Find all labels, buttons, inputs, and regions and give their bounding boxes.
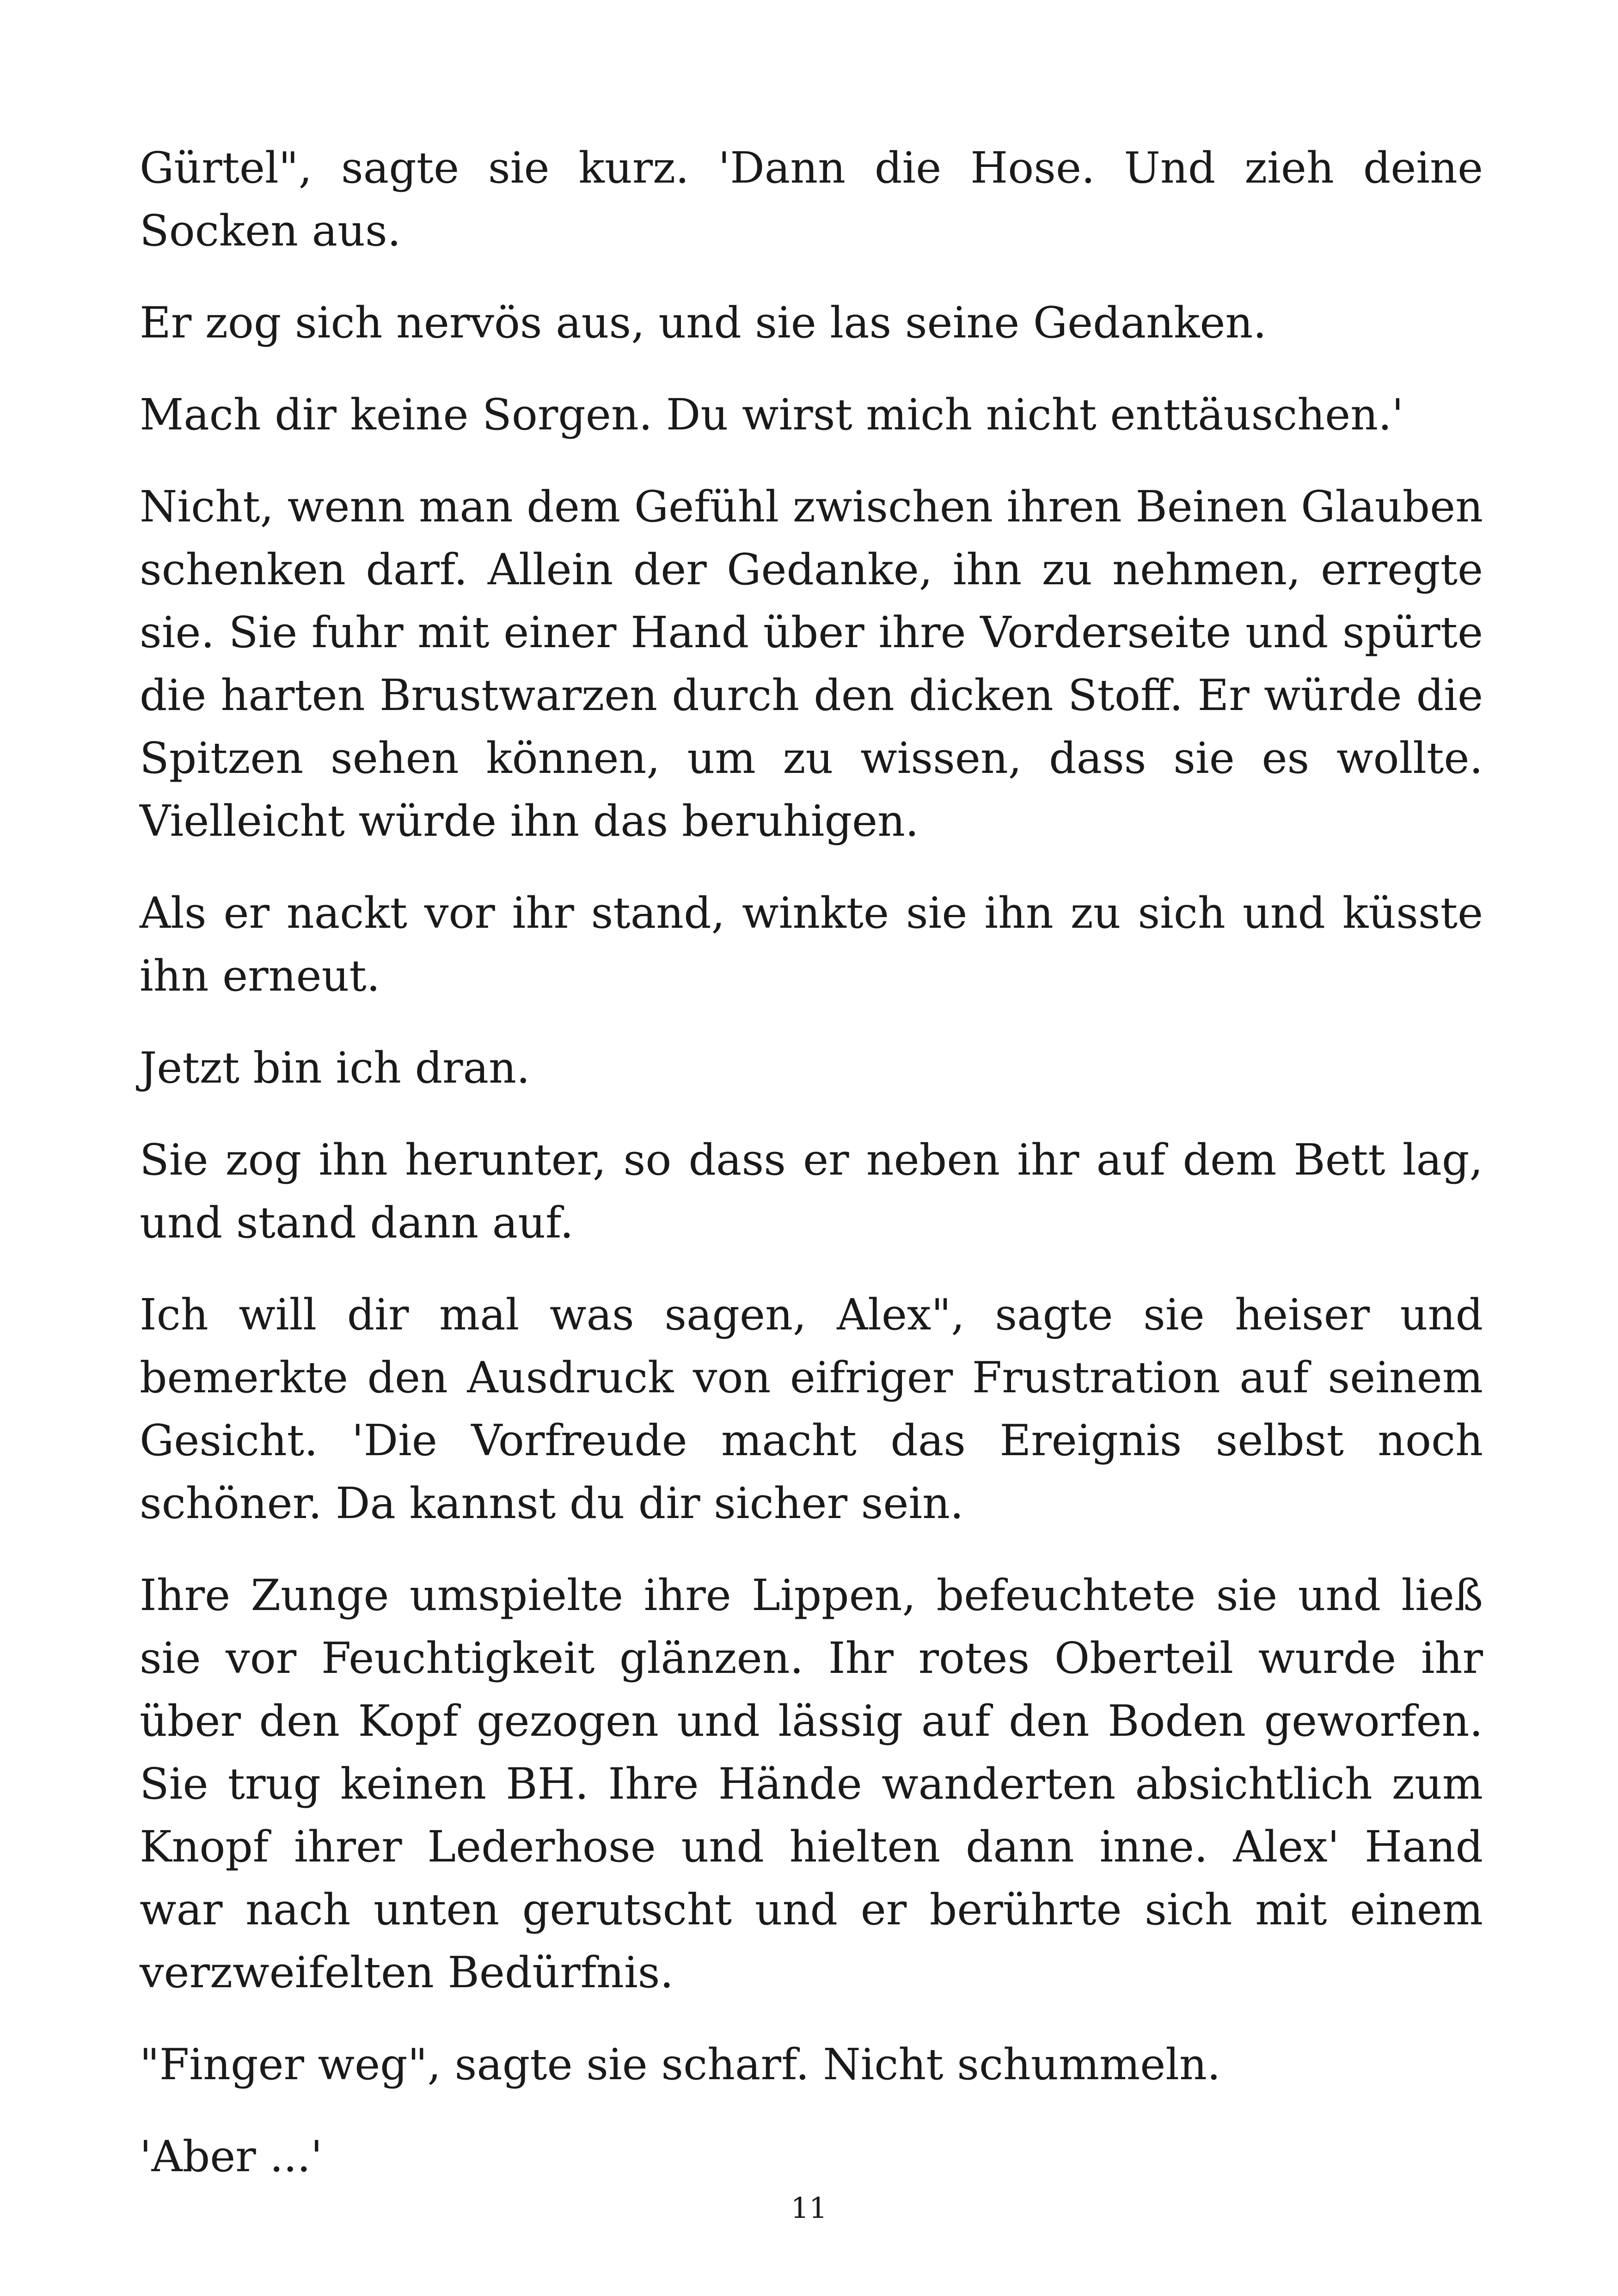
paragraph: Ihre Zunge umspielte ihre Lippen, befeuchtete sie und ließ sie vor Feuchtigkeit glänzen. Ihr rotes Oberteil wurde ihr über den Kopf gezogen und lässig auf den Boden geworfen. Sie trug keinen BH. Ihre Hände wanderten absichtlich zum Knopf ihrer Lederhose und hielten dann inne. Alex' Hand war nach unten gerutscht und er berührte sich mit einem verzweifelten Bedürfnis. — [140, 1570, 1483, 1997]
paragraph: "Finger weg", sagte sie scharf. Nicht schummeln. — [140, 2039, 1221, 2089]
paragraph: Als er nackt vor ihr stand, winkte sie ihn zu sich und küsste ihn erneut. — [140, 888, 1483, 1001]
body-text — [140, 136, 1483, 2217]
paragraph: Nicht, wenn man dem Gefühl zwischen ihren Beinen Glauben schenken darf. Allein der Gedanke, ihn zu nehmen, erregte sie. Sie fuhr mit einer Hand über ihre Vorderseite und spürte die harten Brustwarzen durch den dicken Stoff. Er würde die Spitzen sehen können, um zu wissen, dass sie es wollte. Vielleicht würde ihn das beruhigen. — [140, 482, 1483, 846]
paragraph: Er zog sich nervös aus, und sie las seine Gedanken. — [140, 298, 1267, 348]
paragraph: Ich will dir mal was sagen, Alex", sagte sie heiser und bemerkte den Ausdruck von eifriger Frustration auf seinem Gesicht. 'Die Vorfreude macht das Ereignis selbst noch schöner. Da kannst du dir sicher sein. — [140, 1290, 1483, 1528]
paragraph: Jetzt bin ich dran. — [140, 1043, 530, 1093]
paragraph: Mach dir keine Sorgen. Du wirst mich nicht enttäuschen.' — [140, 390, 1404, 440]
paragraph: Sie zog ihn herunter, so dass er neben ihr auf dem Bett lag, und stand dann auf. — [140, 1135, 1483, 1248]
paragraph: 'Aber ...' — [140, 2131, 323, 2181]
page-number: 11 — [791, 2191, 827, 2225]
paragraph: Gürtel", sagte sie kurz. 'Dann die Hose. Und zieh deine Socken aus. — [140, 143, 1483, 256]
